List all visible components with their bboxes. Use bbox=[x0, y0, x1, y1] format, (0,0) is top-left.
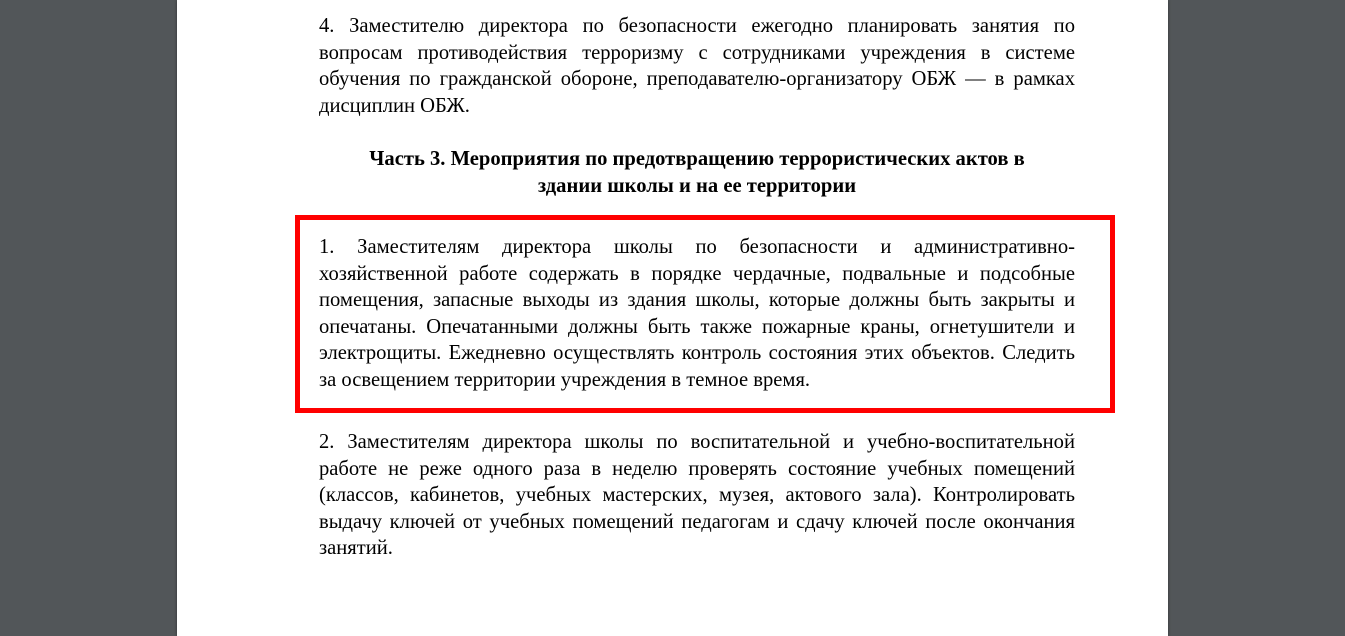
paragraph-2: 2. Заместителям директора школы по воспитательной и учебно-воспитательной работе не реже одного раза в неделю проверять состояние учебных помещений (классов, кабинетов, учебных мастерских, музея, актового зала). Контролировать выдачу ключей от учебных помещений педагогам и сдачу ключей после окончания занятий. bbox=[319, 431, 1075, 559]
highlighted-block bbox=[319, 234, 1075, 393]
paragraph-4: 4. Заместителю директора по безопасности ежегодно планировать занятия по вопросам противодействия терроризму с сотрудниками учреждения в системе обучения по гражданской обороне, преподавателю-организатору ОБЖ — в рамках дисциплин ОБЖ. bbox=[319, 15, 1075, 117]
section-heading-line-2: здании школы и на ее территории bbox=[537, 174, 857, 197]
section-heading-line-1: Часть 3. Мероприятия по предотвращению террористических актов в bbox=[369, 148, 1025, 170]
document-page bbox=[177, 0, 1168, 636]
page-content bbox=[319, 13, 1075, 562]
paragraph-1: 1. Заместителям директора школы по безопасности и административно-хозяйственной работе содержать в порядке чердачные, подвальные и подсобные помещения, запасные выходы из здания школы, которые должны быть закрыты и опечатаны. Опечатанными должны быть также пожарные краны, огнетушители и электрощиты. Ежедневно осуществлять контроль состояния этих объектов. Следить за освещением территории учреждения в темное время. bbox=[319, 236, 1075, 391]
section-heading bbox=[319, 146, 1075, 199]
